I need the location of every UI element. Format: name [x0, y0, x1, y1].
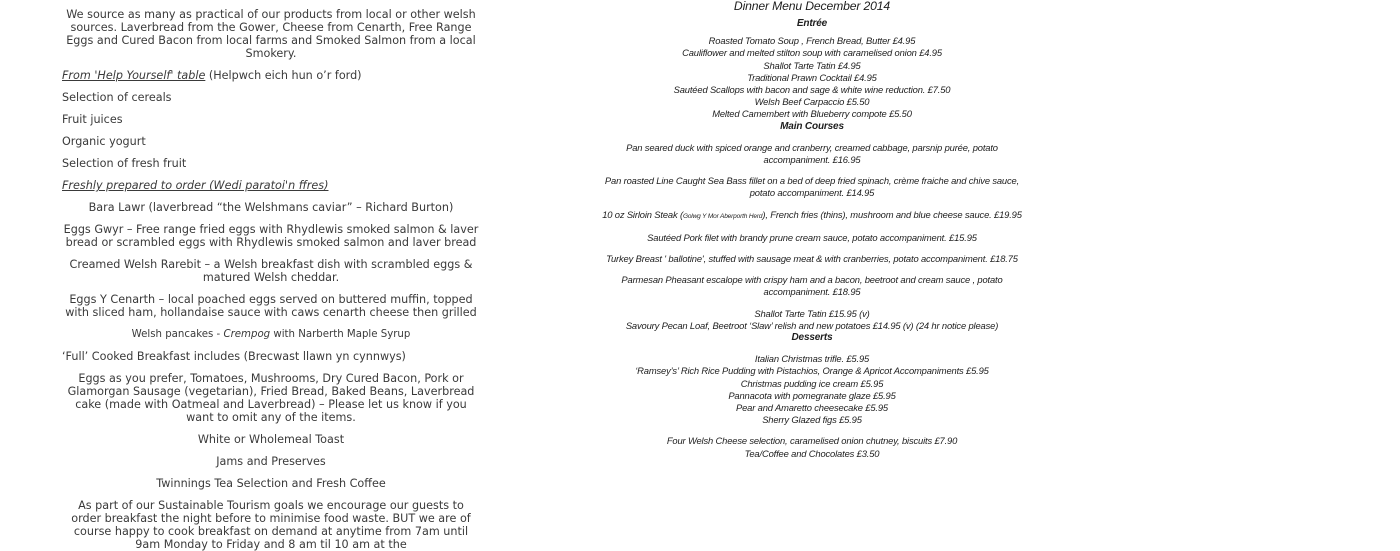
entree-item: Welsh Beef Carpaccio £5.50	[754, 96, 870, 108]
entree-item: Shallot Tarte Tatin £4.95	[763, 59, 861, 71]
dessert-item: Pear and Amaretto cheesecake £5.95	[736, 402, 888, 414]
fresh-item-bara-lawr: Bara Lawr (laverbread “the Welshmans caviar” – Richard Burton)	[88, 201, 454, 214]
help-yourself-item: Organic yogurt	[62, 135, 146, 148]
help-yourself-heading	[62, 69, 480, 82]
pancakes-welsh: Crempog	[223, 329, 271, 340]
sourcing-intro: We source as many as practical of our products from local or other welsh sources. Laverbread from the Gower, Cheese from Cenarth, Free Range Eggs and Cured Bacon from local farms and Smoked Salmon from a local Smokery.	[66, 8, 476, 60]
dinner-menu-title: Dinner Menu December 2014	[733, 0, 891, 13]
main-item-steak	[592, 209, 1032, 223]
entree-item: Traditional Prawn Cocktail £4.95	[747, 71, 877, 83]
fresh-item-eggs-cenarth: Eggs Y Cenarth – local poached eggs served on buttered muffin, topped with sliced ham, hollandaise sauce with caws cenarth cheese then grilled	[65, 293, 477, 319]
full-cooked-heading: ‘Full’ Cooked Breakfast includes (Brecwast llawn yn cynnwys)	[62, 350, 406, 363]
main-item-veg: Shallot Tarte Tatin £15.95 (v)	[754, 307, 870, 319]
fresh-item-welsh-rarebit: Creamed Welsh Rarebit – a Welsh breakfast dish with scrambled eggs & matured Welsh cheddar.	[69, 258, 473, 284]
dessert-item: Christmas pudding ice cream £5.95	[740, 377, 884, 389]
cheese-selection: Four Welsh Cheese selection, caramelised onion chutney, biscuits £7.90	[666, 435, 958, 447]
steak-prefix: 10 oz Sirloin Steak (	[602, 208, 683, 220]
dessert-item: Pannacota with pomegranate glaze £5.95	[728, 389, 896, 401]
entree-item: Cauliflower and melted stilton soup with caramelised onion £4.95	[682, 47, 942, 59]
steak-herd: Golwg Y Mor Aberporth Herd	[682, 212, 763, 220]
entree-item: Sautéed Scallops with bacon and sage & white wine reduction. £7.50	[673, 84, 951, 96]
full-cooked-description: Eggs as you prefer, Tomatoes, Mushrooms, Dry Cured Bacon, Pork or Glamorgan Sausage (vegetarian), Fried Bread, Baked Beans, Laverbread cake (made with Oatmeal and Laverbread) – Please let us know if you want to omit any of the items.	[67, 372, 475, 424]
help-yourself-title: From 'Help Yourself' table	[62, 69, 206, 82]
entree-item: Melted Camembert with Blueberry compote £5.50	[712, 108, 912, 120]
main-item-seabass: Pan roasted Line Caught Sea Bass fillet on a bed of deep fried spinach, crème fraiche and chive sauce, potato accompaniment. £14.95	[604, 175, 1020, 199]
entree-item: Roasted Tomato Soup , French Bread, Butter £4.95	[708, 35, 916, 47]
fresh-item-eggs-gwyr: Eggs Gwyr – Free range fried eggs with Rhydlewis smoked salmon & laver bread or scrambled eggs with Rhydlewis smoked salmon and laver bread	[63, 223, 479, 249]
desserts-heading: Desserts	[791, 332, 833, 344]
main-item-turkey: Turkey Breast ' ballotine', stuffed with sausage meat & with cranberries, potato accompaniment. £18.75	[606, 253, 1018, 265]
fresh-item-pancakes	[62, 328, 480, 341]
dessert-item: ‘Ramsey’s’ Rich Rice Pudding with Pistachios, Orange & Apricot Accompaniments £5.95	[635, 365, 989, 377]
help-yourself-item: Selection of cereals	[62, 91, 172, 104]
pancakes-suffix: with Narberth Maple Syrup	[270, 329, 411, 340]
extra-item-jams: Jams and Preserves	[216, 455, 326, 468]
main-item-pheasant: Parmesan Pheasant escalope with crispy ham and a bacon, beetroot and cream sauce , potato accompaniment. £18.95	[621, 274, 1003, 298]
extra-item-toast: White or Wholemeal Toast	[197, 433, 345, 446]
dessert-item: Italian Christmas trifle. £5.95	[754, 353, 870, 365]
dinner-menu	[592, 0, 1032, 460]
steak-suffix: ), French fries (thins), mushroom and blue cheese sauce. £19.95	[762, 208, 1022, 220]
main-item-duck: Pan seared duck with spiced orange and cranberry, creamed cabbage, parsnip purée, potato accompaniment. £16.95	[626, 141, 998, 166]
sustainability-note: As part of our Sustainable Tourism goals we encourage our guests to order breakfast the night before to minimise food waste. BUT we are of course happy to cook breakfast on demand at anytime from 7am until 9am Monday to Friday and 8 am til 10 am at the	[71, 499, 471, 551]
breakfast-menu	[62, 0, 480, 551]
main-item-veg: Savoury Pecan Loaf, Beetroot ‘Slaw’ relish and new potatoes £14.95 (v) (24 hr notice please)	[625, 319, 999, 331]
entree-heading: Entrée	[796, 18, 828, 29]
dessert-item: Sherry Glazed figs £5.95	[762, 414, 862, 426]
main-courses-heading: Main Courses	[780, 120, 844, 132]
help-yourself-item: Fruit juices	[62, 113, 123, 126]
help-yourself-item: Selection of fresh fruit	[62, 157, 187, 170]
main-item-pork: Sautéed Pork filet with brandy prune cream sauce, potato accompaniment. £15.95	[647, 231, 977, 243]
freshly-prepared-heading: Freshly prepared to order (Wedi paratoi'n ffres)	[62, 179, 329, 192]
extra-item-tea-coffee: Twinnings Tea Selection and Fresh Coffee	[156, 477, 386, 490]
tea-coffee-chocolates: Tea/Coffee and Chocolates £3.50	[744, 447, 880, 459]
pancakes-prefix: Welsh pancakes -	[131, 329, 224, 340]
help-yourself-welsh: (Helpwch eich hun o’r ford)	[205, 69, 362, 82]
